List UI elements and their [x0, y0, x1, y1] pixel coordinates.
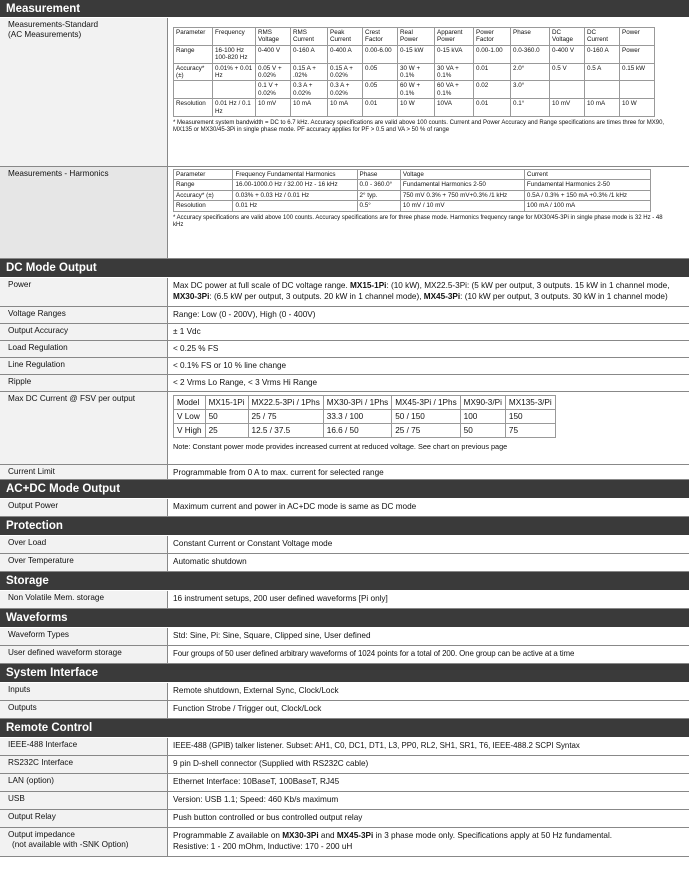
max-current-table-cell: 100 — [460, 410, 505, 424]
value-over-load: Constant Current or Constant Voltage mode — [173, 539, 333, 548]
max-current-table-row — [174, 424, 556, 438]
max-current-table-cell: Model — [174, 396, 206, 410]
standard-table-cell: 30 VA + 0.1% — [435, 63, 474, 81]
standard-table-cell: 0.15 A + 0.02% — [328, 63, 363, 81]
row-dc-power — [0, 278, 689, 307]
label-user-waveform-storage: User defined waveform storage — [0, 646, 168, 663]
standard-table-cell: 0.1° — [511, 99, 550, 117]
standard-table-cell: 0.00-1.00 — [474, 45, 511, 63]
standard-table-cell: 0.05 — [363, 81, 398, 99]
row-dc-spec — [0, 307, 689, 324]
row-measurements-standard — [0, 18, 689, 167]
harmonics-table-cell: 2° typ. — [357, 190, 400, 200]
max-current-table-cell: MX30-3Pi / 1Phs — [323, 396, 391, 410]
max-current-table-cell: 12.5 / 37.5 — [248, 424, 323, 438]
standard-table-cell: Apparent Power — [435, 28, 474, 46]
row-dc-spec — [0, 341, 689, 358]
harmonics-table-cell: Parameter — [174, 170, 233, 180]
value-dc-spec: ± 1 Vdc — [173, 327, 201, 336]
harmonics-measurement-note: * Accuracy specifications are valid above 100 counts. Accuracy specifications are for three phase mode. Harmonics frequency range for MX30/45-3Pi in single phase mode is 32 Hz - 48 kHz — [173, 214, 663, 229]
harmonics-table-cell: Range — [174, 180, 233, 190]
harmonics-table-row — [174, 180, 651, 190]
standard-table-cell: Accuracy* (±) — [174, 63, 213, 81]
label-dc-spec: Ripple — [0, 375, 168, 391]
standard-table-cell: 60 VA + 0.1% — [435, 81, 474, 99]
harmonics-table-cell: Accuracy* (±) — [174, 190, 233, 200]
harmonics-table-cell: 0.01 Hz — [233, 201, 357, 211]
harmonics-table-cell: Current — [524, 170, 650, 180]
standard-table-cell: 0.01 — [474, 63, 511, 81]
label-output-power: Output Power — [0, 499, 168, 516]
max-current-table-cell: 33.3 / 100 — [323, 410, 391, 424]
value-output-power: Maximum current and power in AC+DC mode is same as DC mode — [173, 502, 417, 511]
section-header-remote-control: Remote Control — [0, 719, 689, 738]
value-waveform-types: Std: Sine, Pi: Sine, Square, Clipped sine, User defined — [173, 631, 371, 640]
value-rs232c: 9 pin D-shell connector (Supplied with RS232C cable) — [173, 759, 369, 768]
harmonics-measurement-table — [173, 169, 651, 212]
standard-table-cell: 0-400 V — [550, 45, 585, 63]
max-current-table-cell: 25 / 75 — [392, 424, 460, 438]
max-current-table-cell: 75 — [505, 424, 555, 438]
harmonics-table-cell: 750 mV 0.3% + 750 mV+0.3% /1 kHz — [400, 190, 524, 200]
standard-table-cell: Power — [620, 45, 655, 63]
standard-table-cell: RMS Current — [291, 28, 328, 46]
value-over-temperature: Automatic shutdown — [173, 557, 247, 566]
standard-table-cell: 10 mV — [256, 99, 291, 117]
standard-table-cell: 0.3 A + 0.02% — [291, 81, 328, 99]
row-non-volatile-storage — [0, 591, 689, 609]
standard-table-cell: Crest Factor — [363, 28, 398, 46]
value-outputs: Function Strobe / Trigger out, Clock/Lock — [173, 704, 322, 713]
standard-table-cell: 0.5 V — [550, 63, 585, 81]
value-lan: Ethernet Interface: 10BaseT, 100BaseT, RJ45 — [173, 777, 340, 786]
value-usb: Version: USB 1.1; Speed: 460 Kb/s maximum — [173, 795, 339, 804]
standard-table-cell — [620, 81, 655, 99]
max-dc-current-note: Note: Constant power mode provides increased current at reduced voltage. See chart on previous page — [173, 442, 508, 451]
harmonics-table-cell: Fundamental Harmonics 2-50 — [400, 180, 524, 190]
harmonics-table-cell: 0.5A / 0.3% + 150 mA +0.3% /1 kHz — [524, 190, 650, 200]
row-outputs — [0, 701, 689, 719]
standard-table-cell: DC Voltage — [550, 28, 585, 46]
harmonics-table-cell: 100 mA / 100 mA — [524, 201, 650, 211]
standard-table-cell: 10 W — [398, 99, 435, 117]
standard-table-cell: 16-100 Hz 100-820 Hz — [213, 45, 256, 63]
standard-table-cell: 10 W — [620, 99, 655, 117]
section-header-storage: Storage — [0, 572, 689, 591]
max-dc-current-table — [173, 395, 556, 438]
standard-table-cell: 10VA — [435, 99, 474, 117]
max-current-table-cell: 25 / 75 — [248, 410, 323, 424]
standard-table-cell: 0.5 A — [585, 63, 620, 81]
standard-table-cell: Power — [620, 28, 655, 46]
value-dc-spec: < 0.25 % FS — [173, 344, 219, 353]
harmonics-table-cell: Resolution — [174, 201, 233, 211]
harmonics-table-cell: Frequency Fundamental Harmonics — [233, 170, 357, 180]
row-waveform-types — [0, 628, 689, 646]
row-lan — [0, 774, 689, 792]
row-inputs — [0, 683, 689, 701]
harmonics-table-cell: Fundamental Harmonics 2-50 — [524, 180, 650, 190]
row-user-waveform-storage — [0, 646, 689, 664]
standard-measurement-table — [173, 27, 655, 117]
max-current-table-cell: 16.6 / 50 — [323, 424, 391, 438]
standard-table-cell: 0.01% + 0.01 Hz — [213, 63, 256, 81]
standard-table-cell — [585, 81, 620, 99]
standard-table-cell: Peak Current — [328, 28, 363, 46]
standard-table-cell: 10 mA — [585, 99, 620, 117]
value-current-limit: Programmable from 0 A to max. current for selected range — [173, 468, 384, 477]
label-lan: LAN (option) — [0, 774, 168, 791]
value-dc-spec: Range: Low (0 - 200V), High (0 - 400V) — [173, 310, 316, 319]
row-output-impedance — [0, 828, 689, 857]
standard-table-cell: 0.15 kW — [620, 63, 655, 81]
label-over-temperature: Over Temperature — [0, 554, 168, 571]
value-output-relay: Push button controlled or bus controlled output relay — [173, 813, 363, 822]
value-inputs: Remote shutdown, External Sync, Clock/Lock — [173, 686, 339, 695]
label-max-dc-current: Max DC Current @ FSV per output — [0, 392, 168, 464]
label-over-load: Over Load — [0, 536, 168, 553]
value-measurements-standard — [168, 18, 689, 166]
standard-table-cell: 30 W + 0.1% — [398, 63, 435, 81]
standard-table-cell: 60 W + 0.1% — [398, 81, 435, 99]
standard-table-cell: 0.0-360.0 — [511, 45, 550, 63]
row-current-limit — [0, 465, 689, 480]
label-non-volatile-storage: Non Volatile Mem. storage — [0, 591, 168, 608]
label-current-limit: Current Limit — [0, 465, 168, 479]
row-rs232c — [0, 756, 689, 774]
section-header-acdc-mode-output: AC+DC Mode Output — [0, 480, 689, 499]
max-current-table-cell: 150 — [505, 410, 555, 424]
max-current-table-row — [174, 396, 556, 410]
standard-table-cell: 0.15 A + .02% — [291, 63, 328, 81]
standard-table-cell: Parameter — [174, 28, 213, 46]
label-output-impedance: Output impedance (not available with -SNK Option) — [0, 828, 168, 856]
standard-table-row — [174, 81, 655, 99]
standard-table-cell: Frequency — [213, 28, 256, 46]
value-non-volatile-storage: 16 instrument setups, 200 user defined waveforms [Pi only] — [173, 594, 388, 603]
standard-table-cell: 0-400 V — [256, 45, 291, 63]
standard-table-row — [174, 45, 655, 63]
max-current-table-cell: 50 — [460, 424, 505, 438]
standard-table-cell — [174, 81, 213, 99]
value-dc-spec: < 0.1% FS or 10 % line change — [173, 361, 287, 370]
standard-table-cell: DC Current — [585, 28, 620, 46]
dc-simple-rows — [0, 307, 689, 392]
harmonics-table-row — [174, 201, 651, 211]
harmonics-table-cell: 10 mV / 10 mV — [400, 201, 524, 211]
label-dc-spec: Line Regulation — [0, 358, 168, 374]
standard-table-cell: 0-160 A — [291, 45, 328, 63]
standard-table-cell: 0.00-6.00 — [363, 45, 398, 63]
max-current-table-cell: MX15-1Pi — [205, 396, 248, 410]
standard-table-cell: 0.02 — [474, 81, 511, 99]
value-dc-power: Max DC power at full scale of DC voltage range. MX15-1Pi: (10 kW), MX22.5-3Pi: (5 kW per output, 3 outputs. 15 kW in 1 channel mode, MX30-3Pi: (6.5 kW per output, 3 outputs. 20 kW in 1 channel mode), MX45-3Pi: (10 kW per output, 3 outputs. 30 kW in 1 channel mode) — [173, 281, 670, 301]
section-header-waveforms: Waveforms — [0, 609, 689, 628]
label-dc-spec: Voltage Ranges — [0, 307, 168, 323]
harmonics-table-cell: 0.03% + 0.03 Hz / 0.01 Hz — [233, 190, 357, 200]
standard-table-cell: 10 mA — [291, 99, 328, 117]
max-current-table-row — [174, 410, 556, 424]
standard-table-cell: Power Factor — [474, 28, 511, 46]
value-output-impedance: Programmable Z available on MX30-3Pi and MX45-3Pi in 3 phase mode only. Specifications apply at 50 Hz fundamental. Resistive: 1 - 200 mOhm, Inductive: 170 - 200 uH — [173, 831, 613, 851]
label-measurements-harmonics: Measurements - Harmonics — [0, 167, 168, 258]
standard-table-cell — [213, 81, 256, 99]
label-outputs: Outputs — [0, 701, 168, 718]
standard-table-cell: Resolution — [174, 99, 213, 117]
max-current-table-cell: MX22.5-3Pi / 1Phs — [248, 396, 323, 410]
row-measurements-harmonics — [0, 167, 689, 259]
value-user-waveform-storage: Four groups of 50 user defined arbitrary waveforms of 1024 points for a total of 200. One group can be active at a time — [173, 649, 575, 658]
row-usb — [0, 792, 689, 810]
max-current-table-cell: MX90-3/Pi — [460, 396, 505, 410]
row-output-power — [0, 499, 689, 517]
label-rs232c: RS232C Interface — [0, 756, 168, 773]
standard-table-cell: 0.05 — [363, 63, 398, 81]
harmonics-table-cell: 0.5° — [357, 201, 400, 211]
harmonics-table-row — [174, 190, 651, 200]
label-measurements-standard: Measurements-Standard (AC Measurements) — [0, 18, 168, 166]
row-max-dc-current — [0, 392, 689, 465]
label-dc-spec: Output Accuracy — [0, 324, 168, 340]
section-header-protection: Protection — [0, 517, 689, 536]
standard-table-row — [174, 63, 655, 81]
value-max-dc-current — [168, 392, 689, 464]
max-current-table-cell: MX45-3Pi / 1Phs — [392, 396, 460, 410]
label-dc-power: Power — [0, 278, 168, 306]
harmonics-table-cell: 0.0 - 360.0° — [357, 180, 400, 190]
standard-table-cell: 0.1 V + 0.02% — [256, 81, 291, 99]
standard-table-cell: 0.3 A + 0.02% — [328, 81, 363, 99]
row-over-load — [0, 536, 689, 554]
standard-table-cell: 3.0° — [511, 81, 550, 99]
standard-table-cell: Phase — [511, 28, 550, 46]
standard-table-cell: 0.01 — [474, 99, 511, 117]
max-current-table-cell: 50 / 150 — [392, 410, 460, 424]
max-current-table-cell: MX135-3/Pi — [505, 396, 555, 410]
standard-table-cell: Real Power — [398, 28, 435, 46]
standard-table-cell — [550, 81, 585, 99]
label-waveform-types: Waveform Types — [0, 628, 168, 645]
label-ieee488: IEEE-488 Interface — [0, 738, 168, 755]
standard-table-cell: 10 mA — [328, 99, 363, 117]
row-dc-spec — [0, 324, 689, 341]
harmonics-table-cell: Voltage — [400, 170, 524, 180]
label-usb: USB — [0, 792, 168, 809]
value-ieee488: IEEE-488 (GPIB) talker listener. Subset: AH1, C0, DC1, DT1, L3, PP0, RL2, SH1, SR1, T6, IEEE-488.2 SCPI Syntax — [173, 741, 580, 750]
row-output-relay — [0, 810, 689, 828]
standard-measurement-note: * Measurement system bandwidth = DC to 6.7 kHz. Accuracy specifications are valid above 100 counts. Current and Power Accuracy and Range specifications are times three for MX90, MX135 or MX30/45-3Pi in single phase mode. PF accuracy applies for PF > 0.5 and VA > 50 % of range — [173, 120, 665, 134]
standard-table-cell: 0-400 A — [328, 45, 363, 63]
standard-table-cell: 10 mV — [550, 99, 585, 117]
label-output-relay: Output Relay — [0, 810, 168, 827]
standard-table-cell: 0-160 A — [585, 45, 620, 63]
max-current-table-cell: V High — [174, 424, 206, 438]
row-dc-spec — [0, 375, 689, 392]
harmonics-table-row — [174, 170, 651, 180]
standard-table-cell: 0.01 Hz / 0.1 Hz — [213, 99, 256, 117]
standard-table-cell: RMS Voltage — [256, 28, 291, 46]
standard-table-cell: 2.0° — [511, 63, 550, 81]
standard-table-row — [174, 28, 655, 46]
harmonics-table-cell: Phase — [357, 170, 400, 180]
row-dc-spec — [0, 358, 689, 375]
section-header-measurement: Measurement — [0, 0, 689, 18]
standard-table-cell: 0.01 — [363, 99, 398, 117]
value-measurements-harmonics — [168, 167, 689, 258]
standard-table-cell: 0-15 kVA — [435, 45, 474, 63]
section-header-dc-mode-output: DC Mode Output — [0, 259, 689, 278]
standard-table-cell: 0-15 kW — [398, 45, 435, 63]
harmonics-table-cell: 16.00-1000.0 Hz / 32.00 Hz - 16 kHz — [233, 180, 357, 190]
value-dc-spec: < 2 Vrms Lo Range, < 3 Vrms Hi Range — [173, 378, 318, 387]
row-ieee488 — [0, 738, 689, 756]
max-current-table-cell: 25 — [205, 424, 248, 438]
section-header-system-interface: System Interface — [0, 664, 689, 683]
row-over-temperature — [0, 554, 689, 572]
label-dc-spec: Load Regulation — [0, 341, 168, 357]
max-current-table-cell: V Low — [174, 410, 206, 424]
standard-table-cell: Range — [174, 45, 213, 63]
standard-table-cell: 0.05 V + 0.02% — [256, 63, 291, 81]
max-current-table-cell: 50 — [205, 410, 248, 424]
label-inputs: Inputs — [0, 683, 168, 700]
standard-table-row — [174, 99, 655, 117]
